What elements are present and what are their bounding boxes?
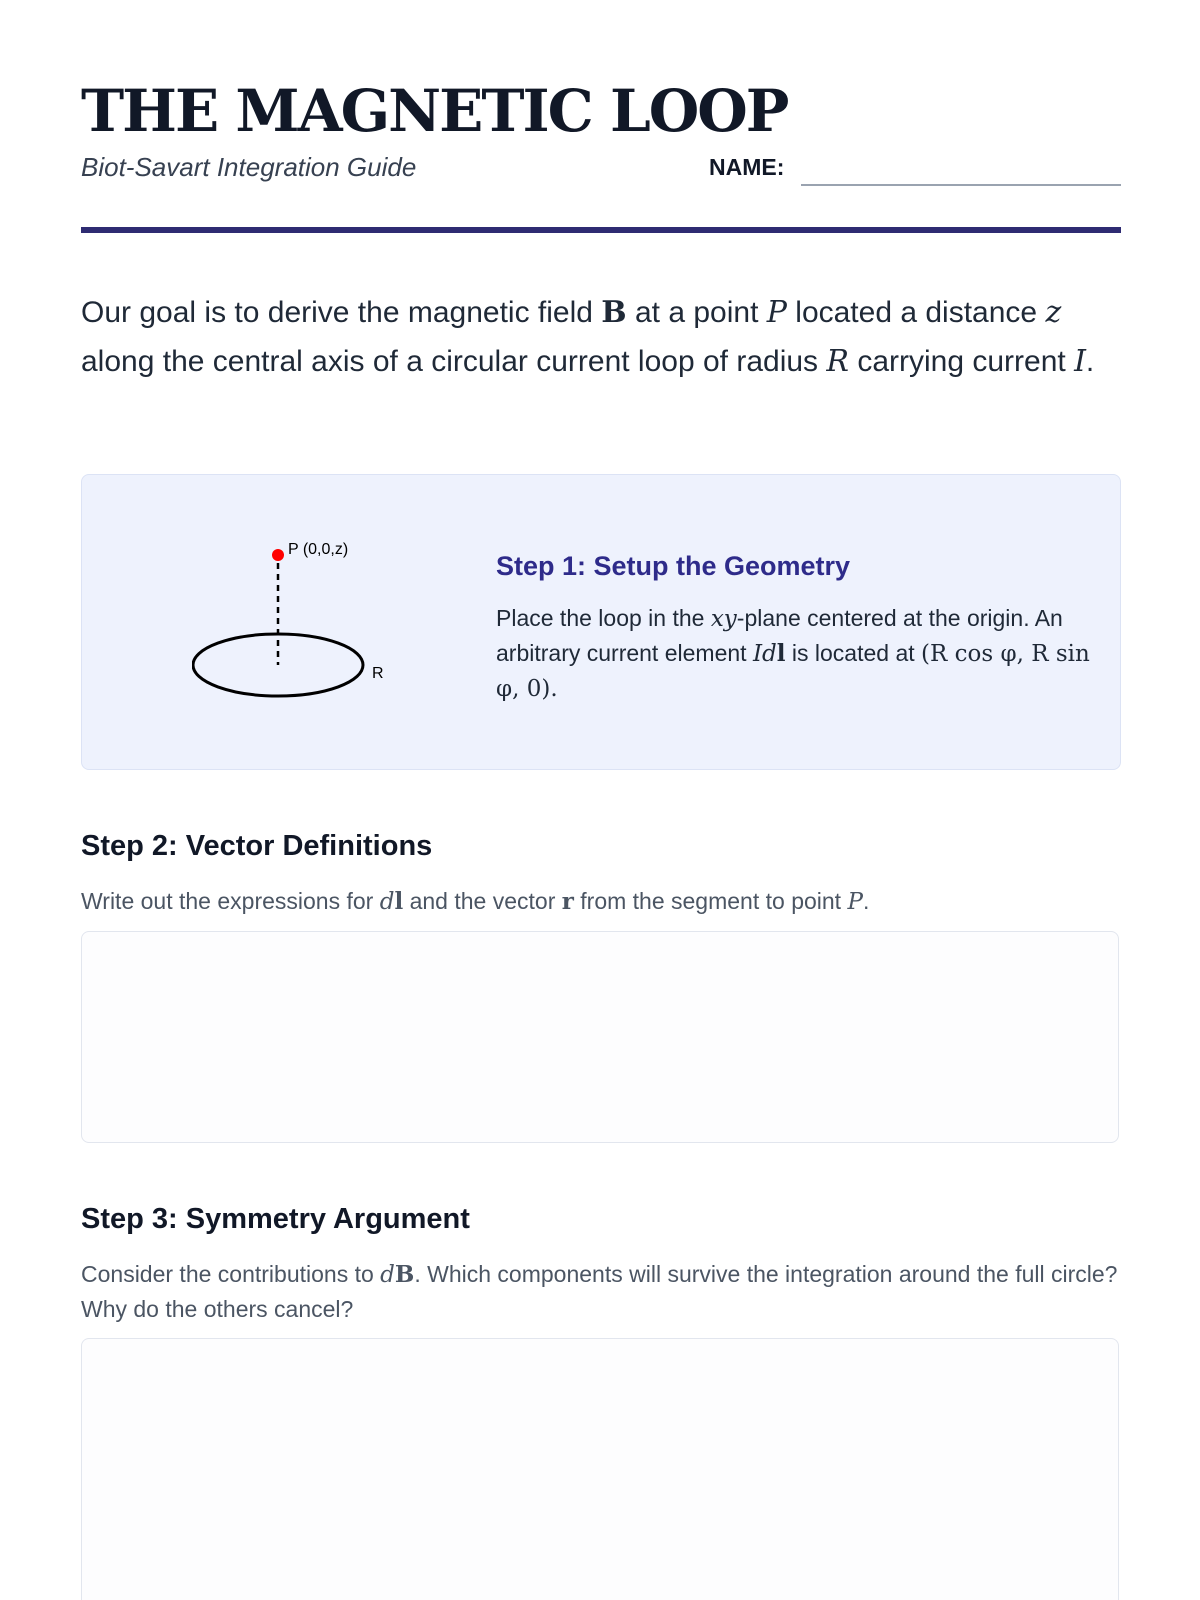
step3-text-part: . Which components will survive the integration around the full circle? Why do the others cancel? — [81, 1261, 1118, 1322]
point-P-symbol: P — [847, 889, 863, 915]
current-I-symbol: I — [752, 641, 763, 667]
step1-text-part: is located at — [785, 640, 922, 666]
page-subtitle: Biot-Savart Integration Guide — [81, 152, 417, 182]
length-l-symbol: l — [776, 640, 786, 667]
intro-text: Our goal is to derive the magnetic field — [81, 296, 602, 329]
radius-R-symbol: R — [826, 344, 849, 379]
loop-diagram — [192, 535, 412, 715]
intro-text: at a point — [626, 296, 767, 329]
step1-text-part: -plane centered at the origin. An arbitrary current element — [496, 605, 1063, 666]
step2-text-part: Write out the expressions for — [81, 888, 380, 914]
step1-text — [496, 601, 1096, 706]
differential-d-symbol: d — [380, 1262, 395, 1288]
point-P-label: P (0,0,z) — [288, 541, 349, 558]
length-l-symbol: l — [394, 888, 404, 915]
page-title: THE MAGNETIC LOOP — [81, 77, 788, 145]
step3-prompt — [81, 1257, 1121, 1326]
distance-z-symbol: z — [1045, 295, 1062, 330]
current-I-symbol: I — [1074, 344, 1086, 379]
intro-text: carrying current — [848, 345, 1075, 378]
step1-text-part: Place the loop in the — [496, 605, 711, 631]
step2-text-part: . — [862, 888, 870, 914]
header-divider — [81, 227, 1121, 233]
element-coordinates: (R cos φ, R sin φ, 0). — [496, 641, 1090, 702]
step2-prompt — [81, 884, 1121, 919]
step2-text-part: from the segment to point — [573, 888, 848, 914]
name-label: NAME: — [709, 154, 785, 180]
step3-text-part: Consider the contributions to — [81, 1261, 381, 1287]
intro-text: located a distance — [786, 296, 1046, 329]
field-B-symbol: B — [394, 1261, 415, 1288]
step3-heading: Step 3: Symmetry Argument — [81, 1203, 470, 1235]
field-B-symbol: B — [601, 295, 627, 330]
xy-plane-symbol: xy — [710, 606, 737, 632]
step2-text-part: and the vector — [403, 888, 562, 914]
intro-text: along the central axis of a circular current loop of radius — [81, 345, 827, 378]
name-field[interactable] — [801, 184, 1121, 186]
differential-d-symbol: d — [762, 641, 777, 667]
vector-r-symbol: r — [561, 888, 574, 915]
step2-answer-box[interactable] — [81, 931, 1119, 1143]
point-P-marker — [272, 549, 284, 561]
point-P-symbol: P — [766, 295, 787, 330]
step2-heading: Step 2: Vector Definitions — [81, 830, 433, 862]
step1-heading: Step 1: Setup the Geometry — [496, 551, 851, 581]
step1-card — [81, 474, 1121, 770]
intro-paragraph — [81, 288, 1121, 386]
intro-text: . — [1085, 345, 1095, 378]
differential-d-symbol: d — [379, 889, 395, 915]
step3-answer-box[interactable] — [81, 1338, 1119, 1600]
radius-R-label: R — [372, 665, 384, 682]
